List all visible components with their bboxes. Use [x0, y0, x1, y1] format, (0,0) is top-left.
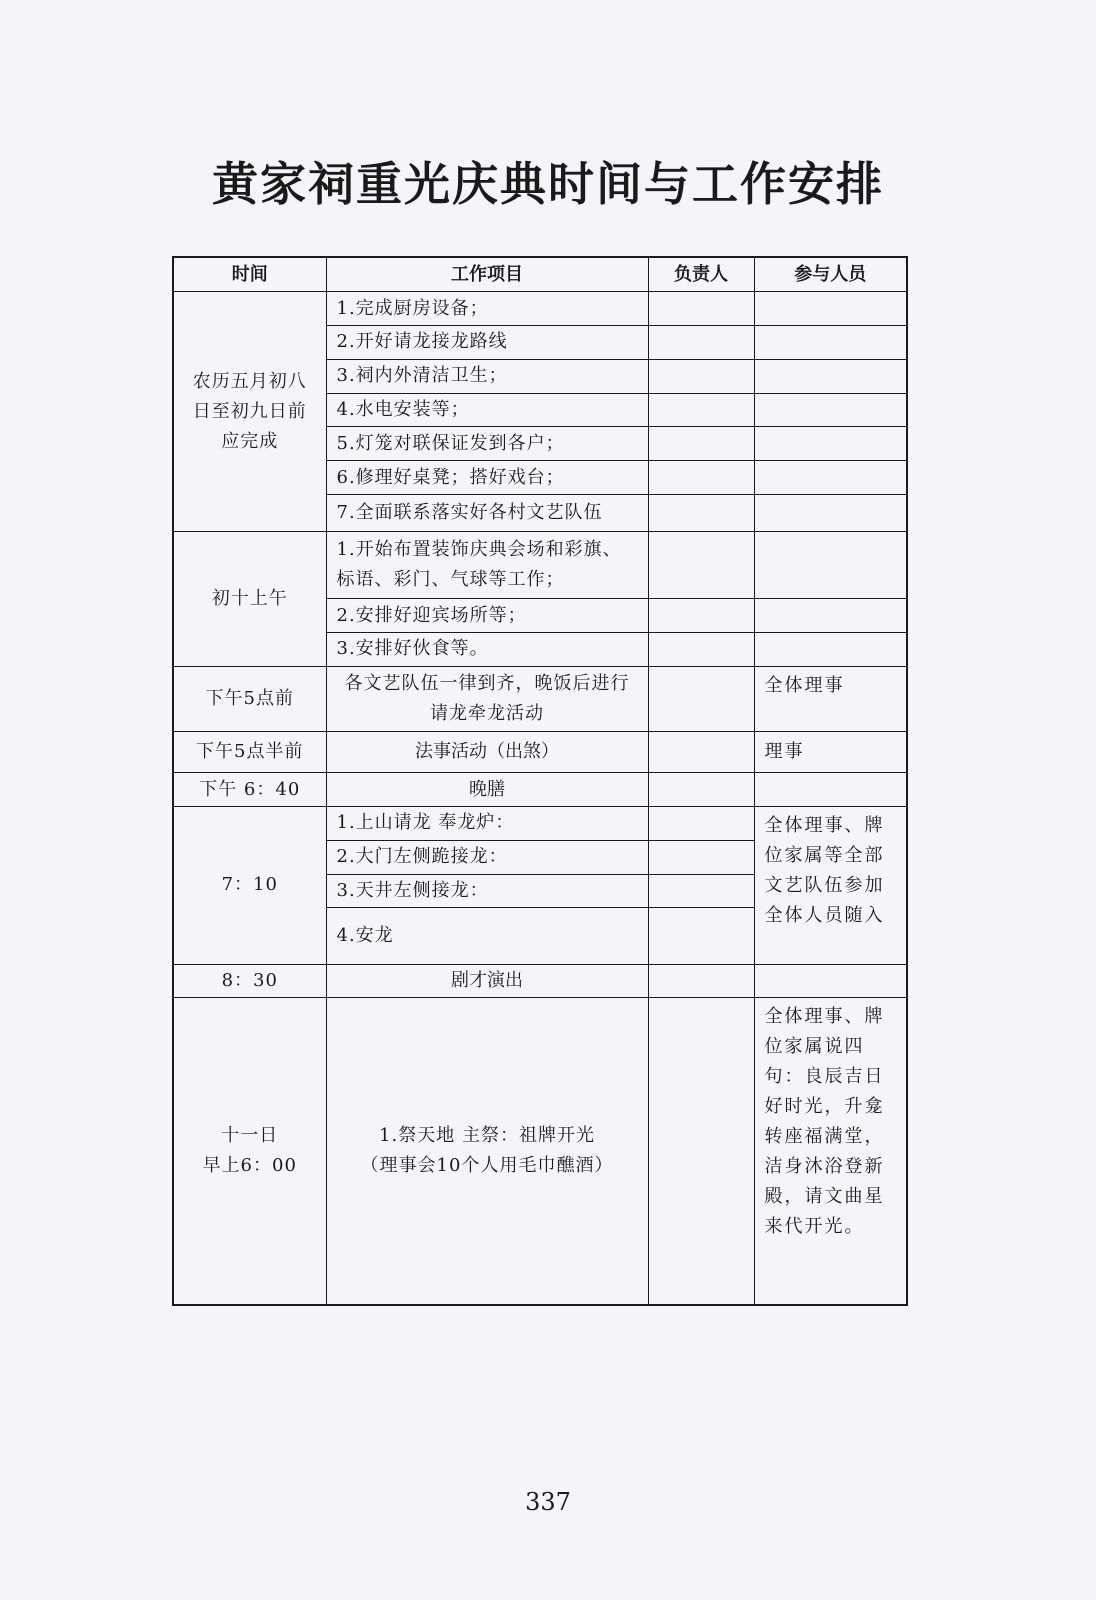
header-owner: 负责人: [648, 257, 754, 292]
participants-cell: [754, 326, 907, 360]
owner-cell: [648, 599, 754, 633]
table-row: [173, 773, 907, 807]
owner-cell: [648, 732, 754, 773]
task-line: （理事会10个人用毛巾醮酒）: [360, 1155, 614, 1177]
owner-cell: [648, 292, 754, 326]
time-cell: 农历五月初八日至初九日前应完成: [173, 292, 326, 531]
task-cell: 2.大门左侧跪接龙：: [326, 840, 648, 874]
header-task: 工作项目: [326, 257, 648, 292]
owner-cell: [648, 840, 754, 874]
task-cell: 法事活动（出煞）: [326, 732, 648, 773]
task-cell: 剧才演出: [326, 964, 648, 998]
owner-cell: [648, 998, 754, 1305]
page-title: 黄家祠重光庆典时间与工作安排: [212, 157, 884, 211]
owner-cell: [648, 461, 754, 495]
participants-cell: [754, 633, 907, 667]
task-cell: 2.安排好迎宾场所等；: [326, 599, 648, 633]
participants-cell: [754, 427, 907, 461]
owner-cell: [648, 531, 754, 599]
participants-cell: 全体理事: [754, 666, 907, 732]
time-cell: 初十上午: [173, 531, 326, 666]
participants-cell: [754, 494, 907, 531]
task-cell: 7.全面联系落实好各村文艺队伍: [326, 494, 648, 531]
owner-cell: [648, 773, 754, 807]
owner-cell: [648, 326, 754, 360]
task-cell: 5.灯笼对联保证发到各户；: [326, 427, 648, 461]
task-cell: 3.天井左侧接龙：: [326, 874, 648, 908]
participants-cell: [754, 359, 907, 393]
owner-cell: [648, 807, 754, 841]
participants-cell: [754, 773, 907, 807]
owner-cell: [648, 393, 754, 427]
task-cell: [326, 998, 648, 1305]
participants-cell: 全体理事、牌位家属说四句：良辰吉日好时光，升龛转座福满堂，洁身沐浴登新殿，请文曲星来代开光。: [754, 998, 907, 1305]
time-cell: 8：30: [173, 964, 326, 998]
page-number: 337: [525, 1488, 571, 1516]
owner-cell: [648, 427, 754, 461]
participants-cell: 理事: [754, 732, 907, 773]
task-cell: 2.开好请龙接龙路线: [326, 326, 648, 360]
time-cell: [173, 998, 326, 1305]
table-row: [173, 531, 907, 599]
time-cell: 7：10: [173, 807, 326, 965]
task-cell: 1.开始布置装饰庆典会场和彩旗、标语、彩门、气球等工作；: [326, 531, 648, 599]
owner-cell: [648, 874, 754, 908]
owner-cell: [648, 359, 754, 393]
owner-cell: [648, 666, 754, 732]
table-row: [173, 732, 907, 773]
task-cell: 各文艺队伍一律到齐，晚饭后进行请龙牵龙活动: [326, 666, 648, 732]
header-participants: 参与人员: [754, 257, 907, 292]
participants-cell: [754, 964, 907, 998]
task-cell: 1.上山请龙 奉龙炉：: [326, 807, 648, 841]
task-cell: 4.安龙: [326, 908, 648, 964]
participants-cell: 全体理事、牌位家属等全部文艺队伍参加全体人员随入: [754, 807, 907, 965]
owner-cell: [648, 494, 754, 531]
participants-cell: [754, 599, 907, 633]
header-time: 时间: [173, 257, 326, 292]
table-row: [173, 964, 907, 998]
schedule-table: [172, 256, 908, 1306]
time-cell: 下午 6：40: [173, 773, 326, 807]
participants-cell: [754, 292, 907, 326]
participants-cell: [754, 393, 907, 427]
task-cell: 晚膳: [326, 773, 648, 807]
table-row: [173, 998, 907, 1305]
time-line: 十一日: [221, 1125, 279, 1147]
time-line: 早上6：00: [202, 1155, 297, 1177]
task-cell: 3.安排好伙食等。: [326, 633, 648, 667]
task-cell: 1.完成厨房设备；: [326, 292, 648, 326]
task-line: 1.祭天地 主祭：祖牌开光: [379, 1125, 595, 1147]
participants-cell: [754, 531, 907, 599]
owner-cell: [648, 964, 754, 998]
table-row: [173, 807, 907, 841]
task-cell: 3.祠内外清洁卫生；: [326, 359, 648, 393]
header-row: [173, 257, 907, 292]
table-row: [173, 666, 907, 732]
task-cell: 6.修理好桌凳；搭好戏台；: [326, 461, 648, 495]
participants-cell: [754, 461, 907, 495]
task-cell: 4.水电安装等；: [326, 393, 648, 427]
table-row: [173, 292, 907, 326]
time-cell: 下午5点前: [173, 666, 326, 732]
time-cell: 下午5点半前: [173, 732, 326, 773]
owner-cell: [648, 633, 754, 667]
owner-cell: [648, 908, 754, 964]
